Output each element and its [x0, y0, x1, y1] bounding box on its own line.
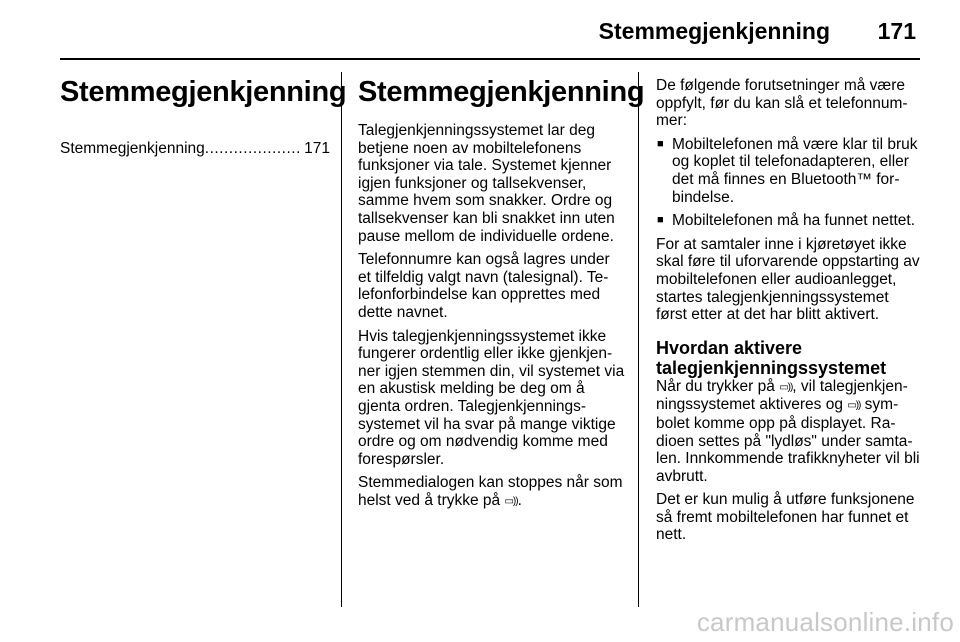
- paragraph: [358, 474, 626, 510]
- page-number: 171: [877, 18, 916, 44]
- text-run: symbolet komme opp på displayet. Radioen settes på "lydløs" under samtalen. Innkommende trafikknyheter vil bli avbrutt.: [656, 396, 920, 485]
- header-rule: [60, 58, 920, 60]
- voice-command-icon: ▭)): [847, 400, 861, 412]
- voice-command-icon: ▭)): [504, 495, 518, 507]
- bullet-item: ■ Mobiltelefonen må ha funnet nettet.: [656, 212, 922, 230]
- toc-entry[interactable]: [60, 140, 330, 158]
- paragraph: [656, 378, 922, 486]
- bullet-list: [656, 136, 922, 230]
- toc-leader-dots: [205, 140, 302, 158]
- column-divider: [341, 72, 342, 607]
- text-run: .: [517, 491, 522, 509]
- paragraph: For at samtaler inne i kjøretøyet ikke skal føre til uforvarende oppstarting av mobiltelefonen eller audioanlegget, startes talegjenkjenningssystemet først etter at det har blitt aktivert.: [656, 235, 920, 324]
- text-run: , vil talegjenkjenningssystemet aktiveres og: [656, 377, 908, 414]
- table-of-contents: [60, 74, 347, 158]
- bullet-item: ■ Mobiltelefonen må være klar til bruk og koplet til telefonadapteren, eller det må finnes en Bluetooth™ forbindelse.: [656, 136, 922, 206]
- toc-title: Stemmegjenkjenning: [60, 76, 347, 108]
- voice-command-icon: ▭)): [779, 381, 793, 393]
- paragraph: Telefonnumre kan også lagres under et tilfeldig valgt navn (talesignal). Telefonforbindelse kan opprettes med dette navnet.: [358, 251, 610, 321]
- paragraph: Det er kun mulig å utføre funksjonene så fremt mobiltelefonen har funnet et nett.: [656, 491, 915, 544]
- toc-entry-page: 171: [304, 140, 330, 157]
- text-run: Når du trykker på: [656, 377, 780, 395]
- section-heading: Stemmegjenkjenning: [358, 76, 645, 108]
- column-divider: [638, 72, 639, 607]
- running-header-title: Stemmegjenkjenning: [598, 18, 830, 44]
- paragraph: Hvis talegjenkjenningssystemet ikke fungerer ordentlig eller ikke gjenkjenner igjen stemmen din, vil systemet via en akustisk melding be deg om å gjenta ordren. Talegjenkjenningssystemet vil ha svar på mange viktige ordre og om nødvendig komme med forespørsler.: [358, 327, 625, 468]
- page-header: [60, 14, 920, 54]
- paragraph: De følgende forutsetninger må være oppfylt, før du kan slå et telefonnummer:: [656, 77, 908, 130]
- column-2: [358, 74, 645, 516]
- paragraph: Talegjenkjenningssystemet lar deg betjene noen av mobiltelefonens funksjoner via tale. Systemet kjenner igjen funksjoner og tallsekvenser, samme hvem som snakker. Ordre og tallsekvenser kan bli snakket inn uten pause mellom de individuelle ordene.: [358, 122, 615, 245]
- subsection-heading: Hvordan aktivere talegjenkjenningssystemet: [656, 337, 887, 378]
- toc-entry-label: Stemmegjenkjenning: [60, 140, 205, 157]
- column-3: [656, 77, 922, 550]
- watermark: carmanualsonline.info: [696, 607, 954, 637]
- text-run: Stemmedialogen kan stoppes når som helst ved å trykke på: [358, 474, 623, 509]
